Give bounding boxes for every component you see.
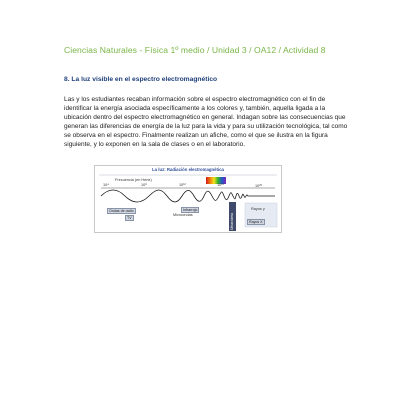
- tick-label: 10²⁰: [255, 184, 263, 188]
- tick-label: 10¹²: [179, 183, 186, 187]
- figure-title: La luz: Radiación electromagnética: [152, 167, 224, 172]
- radio-waves-label: Ondas de radio: [109, 209, 134, 213]
- gamma-rays-label: Rayos γ: [251, 207, 265, 211]
- xrays-label: Rayos X: [249, 220, 263, 224]
- tick-label: 10⁴: [103, 183, 109, 187]
- frequency-label: Frecuencia (en Hertz): [115, 178, 152, 182]
- ultraviolet-label: Ultravioleta: [230, 213, 234, 230]
- microwaves-label: Microondas: [173, 213, 193, 217]
- page-header-title: Ciencias Naturales - Física 1º medio / Unidad 3 / OA12 / Actividad 8: [64, 45, 326, 55]
- section-heading: 8. La luz visible en el espectro electromagnético: [64, 76, 218, 83]
- tick-label: 10⁸: [141, 183, 147, 187]
- tv-label: TV: [127, 216, 132, 220]
- electromagnetic-spectrum-figure: [94, 165, 282, 233]
- tick-label: 10¹⁶: [217, 183, 225, 187]
- em-wave-curve: [101, 190, 275, 202]
- infrared-label: Infrarrojo: [183, 208, 198, 212]
- activity-description: Las y los estudiantes recaban información sobre el espectro electromagnético con el fin de identificar la energía asociada específicamente a los colores y, también, aquella ligada a la ubicación dentro del espectro electromagnético en general. Indagan sobre las consecuencias que generan las diferencias de energía de la luz para la vida y para su utilización tecnológica, tal como se observa en el espectro. Finalmente realizan un afiche, como el que se ilustra en la figura siguiente, y lo exponen en la sala de clases o en el laboratorio.: [64, 96, 348, 148]
